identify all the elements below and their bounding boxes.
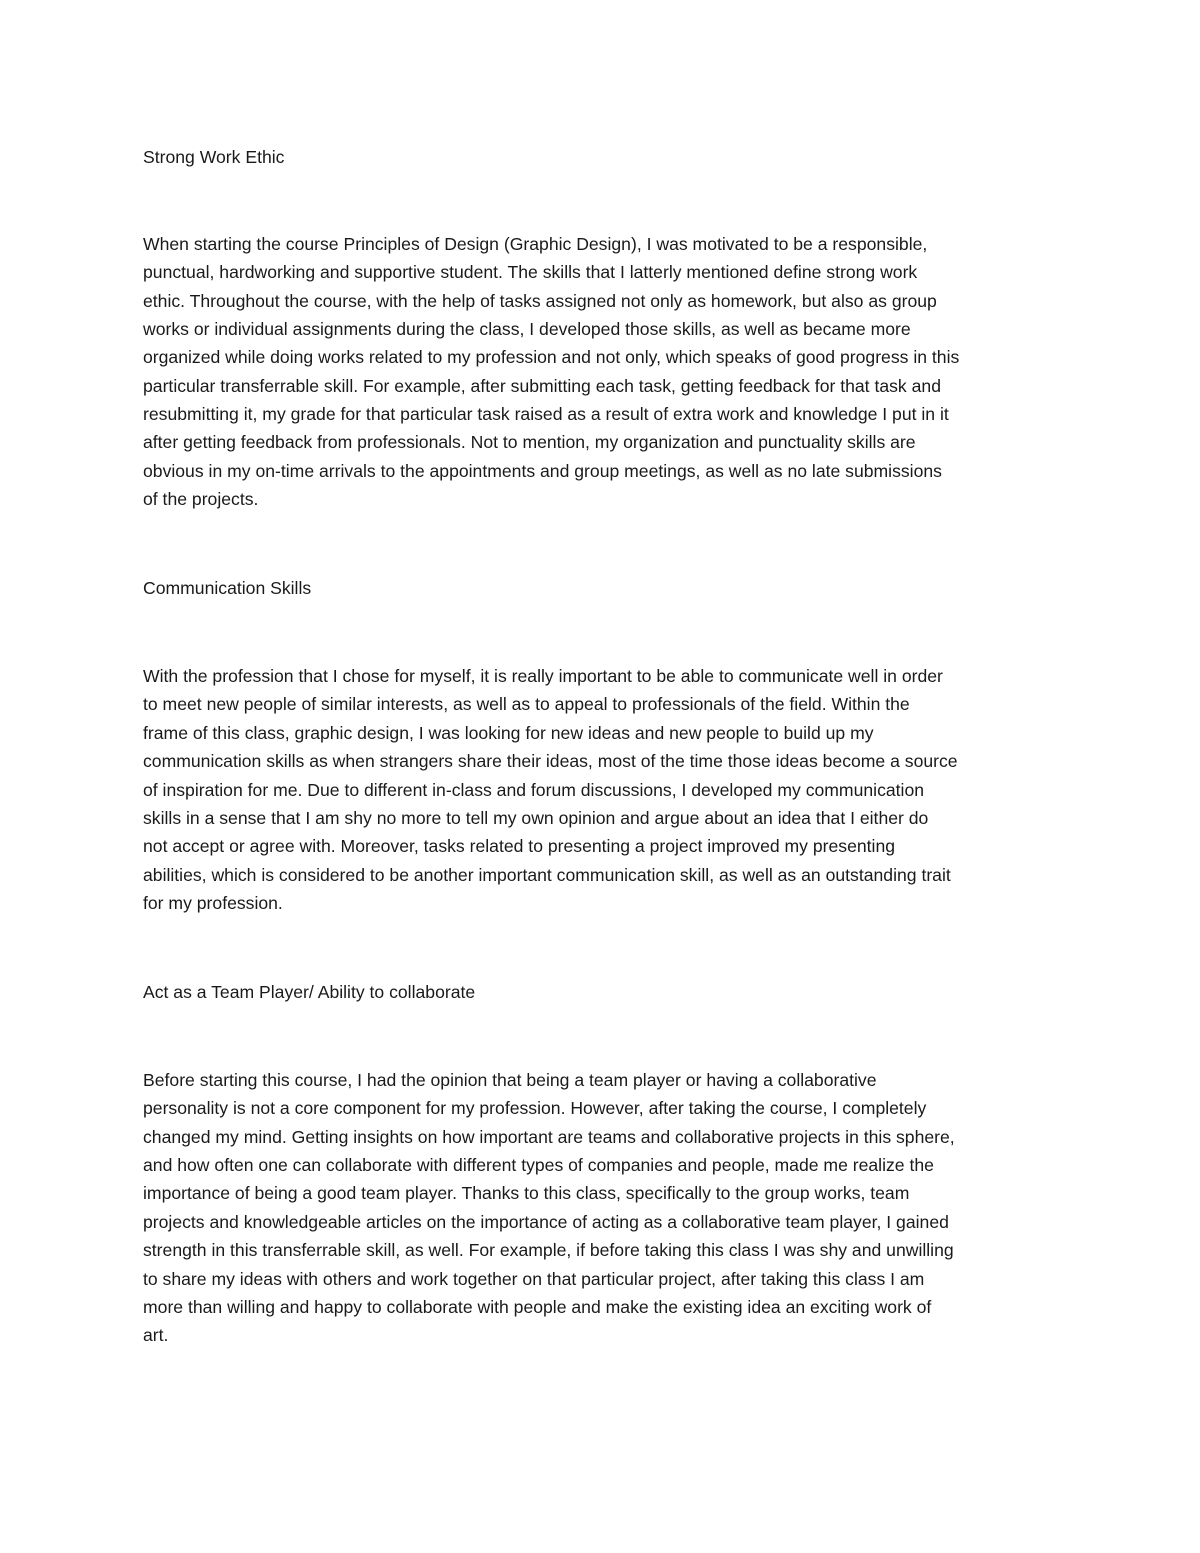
paragraph-line: and how often one can collaborate with different types of companies and people, made me realize the — [143, 1155, 934, 1175]
section-heading-work-ethic: Strong Work Ethic — [143, 147, 285, 167]
paragraph-line: to share my ideas with others and work together on that particular project, after taking this class I am — [143, 1269, 925, 1289]
paragraph-line: When starting the course Principles of Design (Graphic Design), I was motivated to be a responsible, — [143, 234, 928, 254]
paragraph-line: ethic. Throughout the course, with the help of tasks assigned not only as homework, but also as group — [143, 291, 937, 311]
paragraph-line: resubmitting it, my grade for that particular task raised as a result of extra work and knowledge I put in it — [143, 404, 949, 424]
paragraph-line: of the projects. — [143, 489, 259, 509]
paragraph-line: particular transferrable skill. For example, after submitting each task, getting feedback for that task and — [143, 376, 941, 396]
paragraph-line: strength in this transferrable skill, as well. For example, if before taking this class I was shy and unwilling — [143, 1240, 954, 1260]
paragraph-line: changed my mind. Getting insights on how important are teams and collaborative projects in this sphere, — [143, 1127, 955, 1147]
paragraph-line: after getting feedback from professionals. Not to mention, my organization and punctuality skills are — [143, 432, 916, 452]
section-heading-team-player: Act as a Team Player/ Ability to collaborate — [143, 982, 476, 1002]
paragraph-line: punctual, hardworking and supportive student. The skills that I latterly mentioned define strong work — [143, 262, 918, 282]
paragraph-line: works or individual assignments during the class, I developed those skills, as well as became more — [143, 319, 911, 339]
paragraph-line: of inspiration for me. Due to different in-class and forum discussions, I developed my communication — [143, 780, 925, 800]
paragraph-line: personality is not a core component for my profession. However, after taking the course, I completely — [143, 1098, 927, 1118]
paragraph-line: abilities, which is considered to be another important communication skill, as well as an outstanding trait — [143, 865, 951, 885]
paragraph-line: Before starting this course, I had the opinion that being a team player or having a collaborative — [143, 1070, 877, 1090]
paragraph-line: organized while doing works related to my profession and not only, which speaks of good progress in this — [143, 347, 960, 367]
paragraph-line: more than willing and happy to collaborate with people and make the existing idea an exciting work of — [143, 1297, 932, 1317]
paragraph-line: not accept or agree with. Moreover, tasks related to presenting a project improved my presenting — [143, 836, 896, 856]
paragraph-line: importance of being a good team player. Thanks to this class, specifically to the group works, team — [143, 1183, 910, 1203]
paragraph-line: to meet new people of similar interests, as well as to appeal to professionals of the field. Within the — [143, 694, 910, 714]
paragraph-line: for my profession. — [143, 893, 283, 913]
paragraph-line: With the profession that I chose for myself, it is really important to be able to communicate well in order — [143, 666, 943, 686]
paragraph-line: skills in a sense that I am shy no more to tell my own opinion and argue about an idea that I either do — [143, 808, 929, 828]
paragraph-line: frame of this class, graphic design, I was looking for new ideas and new people to build up my — [143, 723, 874, 743]
paragraph-line: art. — [143, 1325, 169, 1345]
paragraph-line: obvious in my on-time arrivals to the appointments and group meetings, as well as no late submissions — [143, 461, 942, 481]
section-heading-communication: Communication Skills — [143, 578, 312, 598]
paragraph-line: communication skills as when strangers share their ideas, most of the time those ideas become a source — [143, 751, 958, 771]
paragraph-line: projects and knowledgeable articles on the importance of acting as a collaborative team player, I gained — [143, 1212, 949, 1232]
